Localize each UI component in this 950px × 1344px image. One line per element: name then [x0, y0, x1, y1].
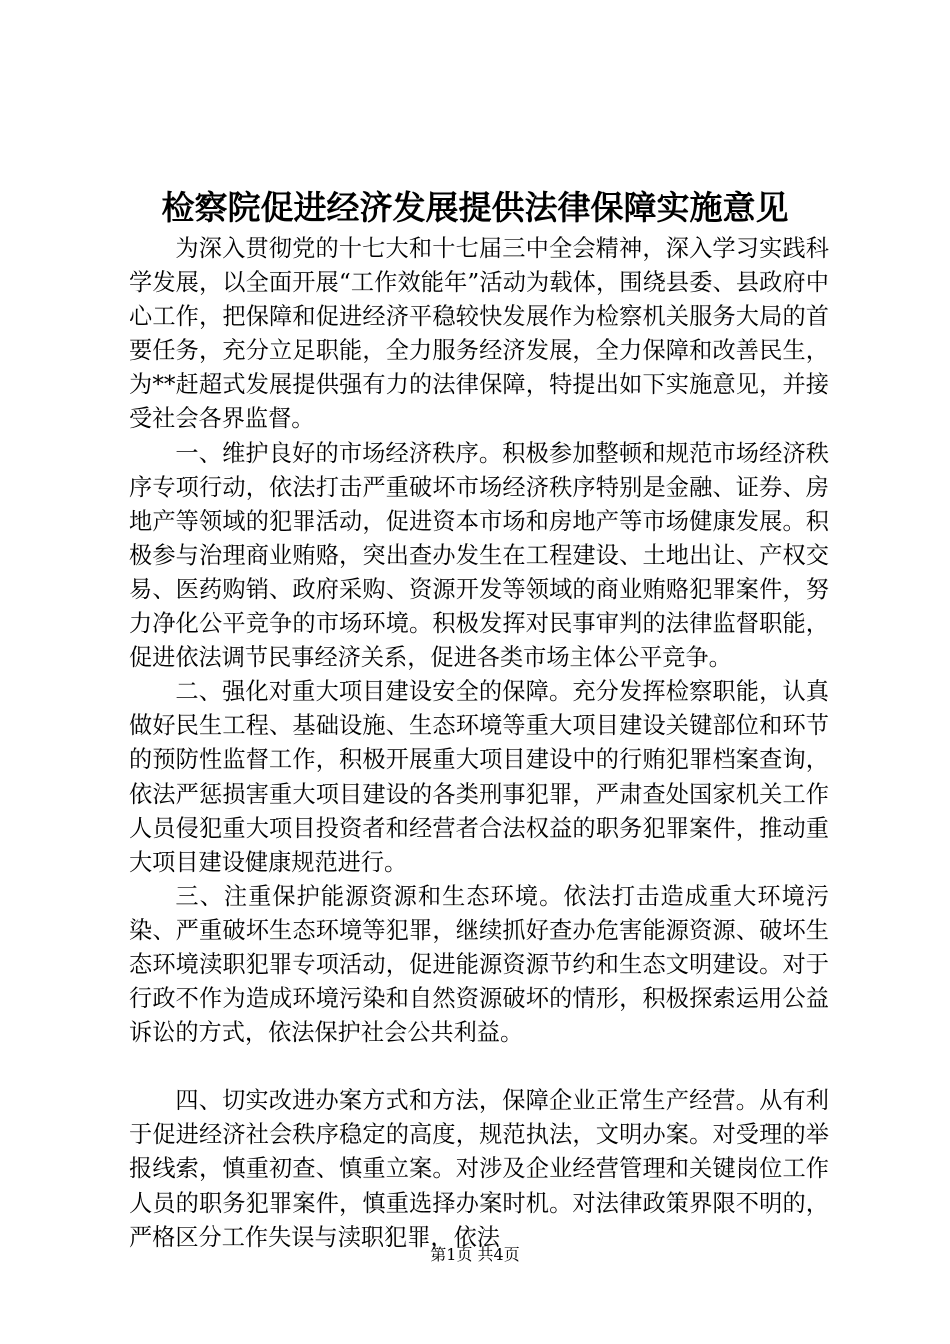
- paragraph-section-3: 三、注重保护能源资源和生态环境。依法打击造成重大环境污染、严重破坏生态环境等犯罪，继续抓好查办危害能源资源、破坏生态环境渎职犯罪专项活动，促进能源资源节约和生态文明建设。对于行政不作为造成环境污染和自然资源破坏的情形，积极探索运用公益诉讼的方式，依法保护社会公共利益。: [129, 882, 829, 1047]
- document-body: [129, 232, 829, 1255]
- paragraph-section-1: 一、维护良好的市场经济秩序。积极参加整顿和规范市场经济秩序专项行动，依法打击严重破坏市场经济秩序特别是金融、证券、房地产等领域的犯罪活动，促进资本市场和房地产等市场健康发展。积极参与治理商业贿赂，突出查办发生在工程建设、土地出让、产权交易、医药购销、政府采购、资源开发等领域的商业贿赂犯罪案件，努力净化公平竞争的市场环境。积极发挥对民事审判的法律监督职能，促进依法调节民事经济关系，促进各类市场主体公平竞争。: [129, 439, 829, 672]
- document-title: 检察院促进经济发展提供法律保障实施意见: [161, 188, 789, 227]
- paragraph-intro: 为深入贯彻党的十七大和十七届三中全会精神，深入学习实践科学发展，以全面开展“工作效能年”活动为载体，围绕县委、县政府中心工作，把保障和促进经济平稳较快发展作为检察机关服务大局的首要任务，充分立足职能，全力服务经济发展，全力保障和改善民生，为**赶超式发展提供强有力的法律保障，特提出如下实施意见，并接受社会各界监督。: [129, 235, 829, 433]
- page-footer: 第1页 共4页: [430, 1245, 520, 1264]
- paragraph-section-4: 四、切实改进办案方式和方法，保障企业正常生产经营。从有利于促进经济社会秩序稳定的高度，规范执法，文明办案。对受理的举报线索，慎重初查、慎重立案。对涉及企业经营管理和关键岗位工作人员的职务犯罪案件，慎重选择办案时机。对法律政策界限不明的，严格区分工作失误与渎职犯罪，依法: [129, 1087, 829, 1251]
- paragraph-section-2: 二、强化对重大项目建设安全的保障。充分发挥检察职能，认真做好民生工程、基础设施、生态环境等重大项目建设关键部位和环节的预防性监督工作，积极开展重大项目建设中的行贿犯罪档案查询，依法严惩损害重大项目建设的各类刑事犯罪，严肃查处国家机关工作人员侵犯重大项目投资者和经营者合法权益的职务犯罪案件，推动重大项目建设健康规范进行。: [129, 678, 829, 876]
